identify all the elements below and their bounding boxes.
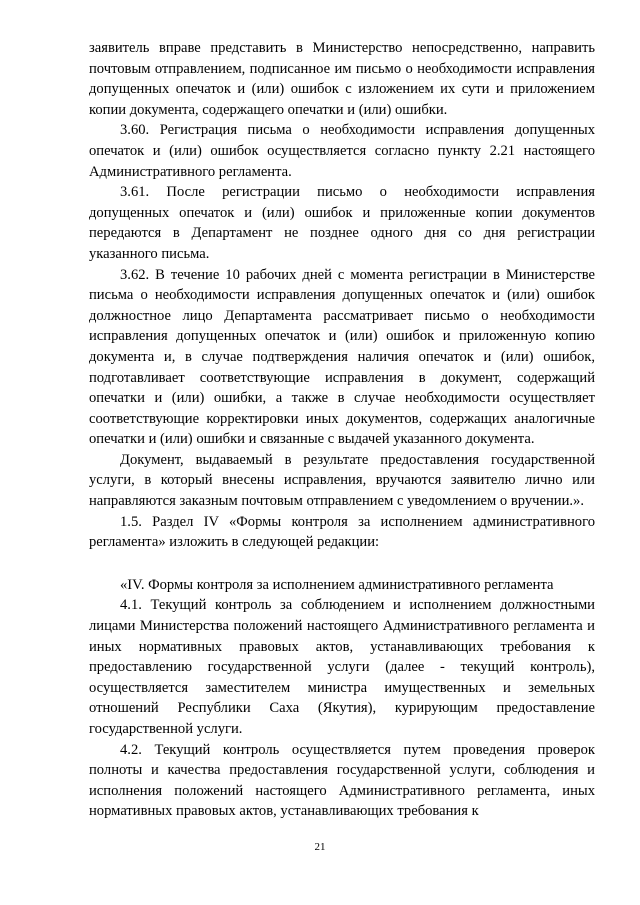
paragraph-3-60: 3.60. Регистрация письма о необходимости исправления допущенных опечаток и (или) ошибок осуществляется согласно пункту 2.21 настоящего Административного регламента. xyxy=(89,122,595,180)
paragraph-document-issued: Документ, выдаваемый в результате предоставления государственной услуги, в который внесены исправления, вручаются заявителю лично или направляются заказным почтовым отправлением с уведомлением о вручении.». xyxy=(89,451,595,510)
paragraph-4-2: 4.2. Текущий контроль осуществляется путем проведения проверок полноты и качества предоставления государственной услуги, соблюдения и исполнения положений настоящего Административного регламента, иных нормативных правовых актов, устанавливающих требования к xyxy=(89,741,595,820)
paragraph-3-62: 3.62. В течение 10 рабочих дней с момента регистрации в Министерстве письма о необходимости исправления допущенных опечаток и (или) ошибок должностное лицо Департамента рассматривает письмо о необходимости исправления допущенных опечаток и (или) ошибок и приложенную копию документа и, в случае подтверждения наличия опечаток и (или) ошибок, подготавливает соответствующие исправления в документ, содержащий опечатки и (или) ошибки, а также в случае необходимости осуществляет соответствующие корректировки иных документов, содержащих аналогичные опечатки и (или) ошибки и связанные с выдачей указанного документа. xyxy=(89,266,595,448)
paragraph-continuation: заявитель вправе представить в Министерство непосредственно, направить почтовым отправлением, подписанное им письмо о необходимости исправления допущенных опечаток и (или) ошибок с изложением их сути и приложением копии документа, содержащего опечатки и (или) ошибки. xyxy=(89,40,595,118)
section-heading: «IV. Формы контроля за исполнением административного регламента xyxy=(120,576,554,593)
page-number: 21 xyxy=(314,841,326,853)
blank-line xyxy=(89,553,595,575)
paragraph-3-61: 3.61. После регистрации письмо о необходимости исправления допущенных опечаток и (или) ошибок и приложенные копии документов передаются в Департамент не позднее одного дня со дня регистрации указанного письма. xyxy=(89,184,595,262)
paragraph-1-5: 1.5. Раздел IV «Формы контроля за исполнением административного регламента» изложить в следующей редакции: xyxy=(89,513,595,551)
document-page xyxy=(89,38,595,822)
paragraph-4-1: 4.1. Текущий контроль за соблюдением и исполнением должностными лицами Министерства положений настоящего Административного регламента и иных нормативных правовых актов, устанавливающих требования к предоставлению государственной услуги (далее - текущий контроль), осуществляется заместителем министра имущественных и земельных отношений Республики Саха (Якутия), курирующим предоставление государственной услуги. xyxy=(89,597,595,737)
